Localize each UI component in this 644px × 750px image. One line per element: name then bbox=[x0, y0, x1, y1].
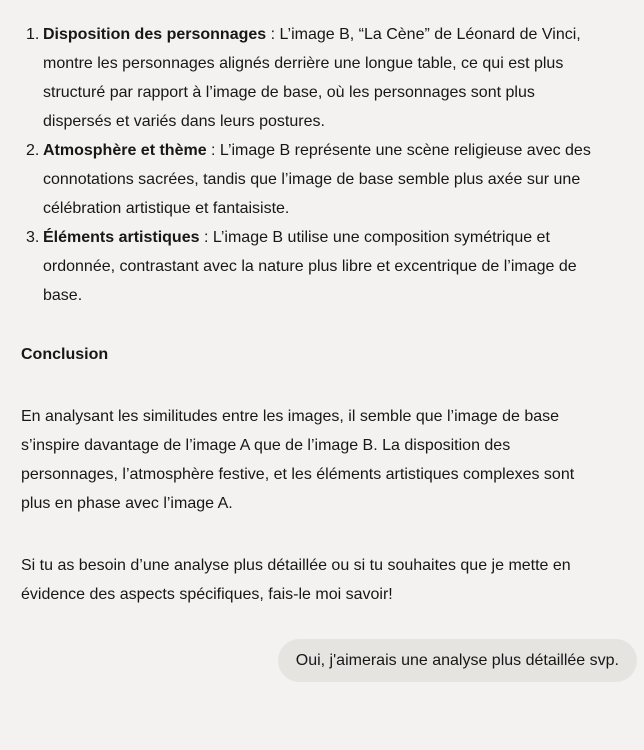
list-item bbox=[21, 223, 593, 310]
list-item-text bbox=[43, 20, 593, 136]
closing-paragraph: Si tu as besoin d’une analyse plus détaillée ou si tu souhaites que je mette en évidence des aspects spécifiques, fais-le moi savoir! bbox=[21, 557, 571, 603]
list-item-title: Éléments artistiques bbox=[43, 229, 200, 246]
user-message-bubble: Oui, j'aimerais une analyse plus détaillée svp. bbox=[278, 639, 637, 682]
list-item bbox=[21, 20, 593, 136]
assistant-message bbox=[21, 20, 593, 609]
list-item-text bbox=[43, 223, 593, 310]
list-item-body: : L’image B utilise une composition symétrique et ordonnée, contrastant avec la nature plus libre et excentrique de l’image de base. bbox=[43, 229, 577, 304]
list-item-number: 2. bbox=[26, 142, 40, 159]
list-item-number: 1. bbox=[26, 26, 40, 43]
conclusion-paragraph: En analysant les similitudes entre les images, il semble que l’image de base s’inspire davantage de l’image A que de l’image B. La disposition des personnages, l’atmosphère festive, et les éléments artistiques complexes sont plus en phase avec l’image A. bbox=[21, 408, 575, 512]
list-item-body: : L’image B représente une scène religieuse avec des connotations sacrées, tandis que l’image de base semble plus axée sur une célébration artistique et fantaisiste. bbox=[43, 142, 591, 217]
list-item-title: Disposition des personnages bbox=[43, 26, 267, 43]
list-item-number: 3. bbox=[26, 229, 40, 246]
list-item-body: : L’image B, “La Cène” de Léonard de Vinci, montre les personnages alignés derrière une longue table, ce qui est plus structuré par rapport à l’image de base, où les personnages sont plus dispersés et variés dans leurs postures. bbox=[43, 26, 581, 130]
numbered-list bbox=[21, 20, 593, 310]
list-item bbox=[21, 136, 593, 223]
list-item-title: Atmosphère et thème bbox=[43, 142, 207, 159]
user-message-row bbox=[21, 639, 644, 682]
list-item-text bbox=[43, 136, 593, 223]
conclusion-heading: Conclusion bbox=[21, 346, 109, 363]
